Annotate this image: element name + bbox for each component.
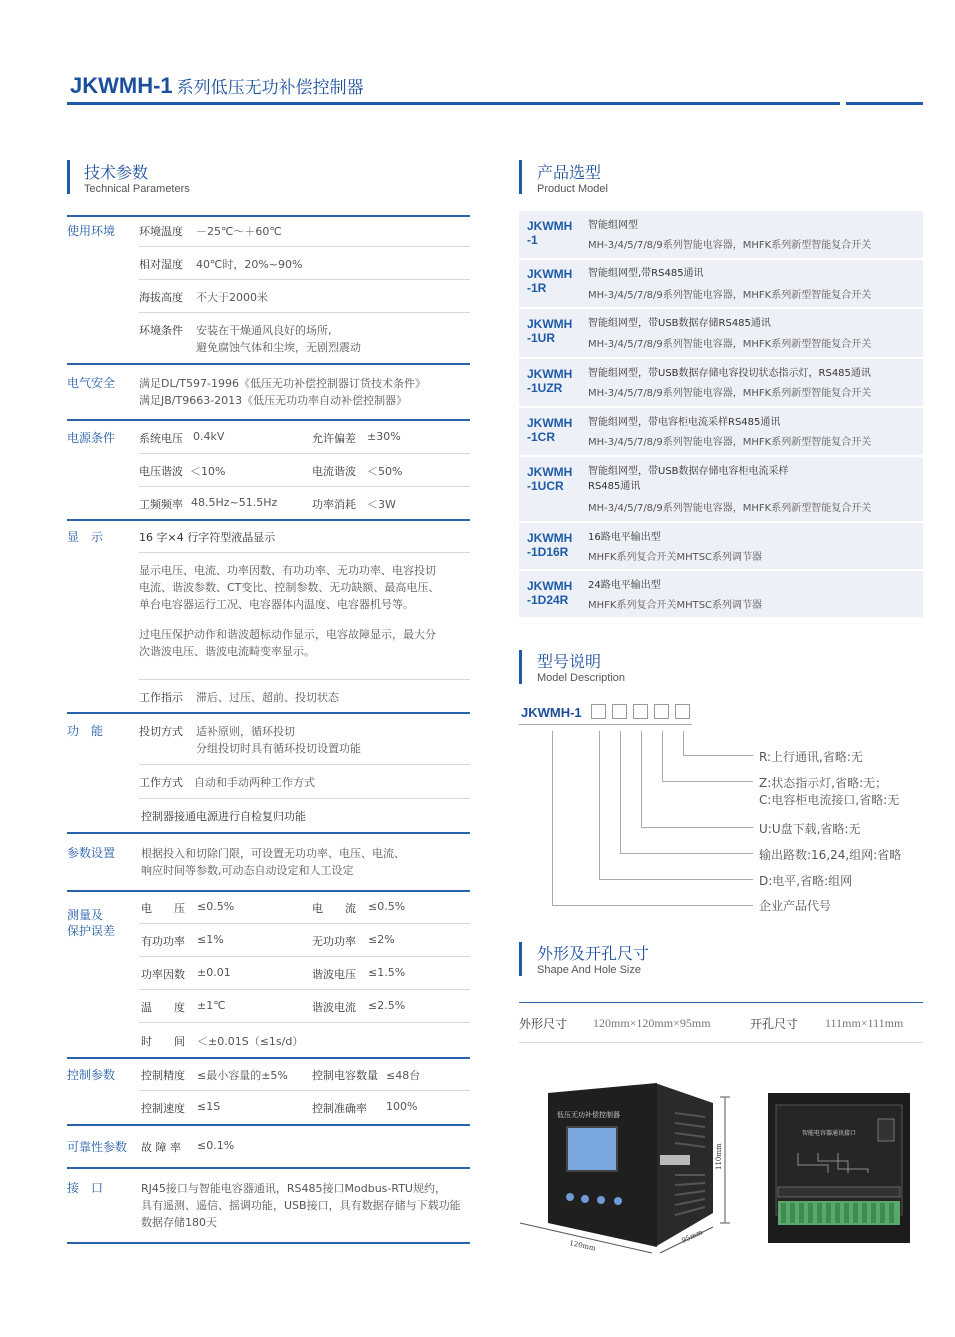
leader-line (662, 781, 753, 782)
env-altitude-label: 海拔高度 (139, 291, 183, 304)
power-vharm-label: 电压谐波 (139, 465, 183, 478)
power-iharm-label: 电流谐波 (312, 465, 356, 478)
product-desc-cont: RS485通讯 (588, 481, 641, 492)
divider (139, 486, 470, 487)
err-reactive-value: ≤2% (368, 933, 395, 946)
leader-line (662, 731, 663, 781)
dimension-label-width: 120mm (568, 1239, 597, 1253)
product-row (519, 260, 923, 307)
product-desc: 智能组网型，带USB数据存储RS485通讯 (588, 318, 771, 329)
env-humidity-label: 相对湿度 (139, 258, 183, 271)
env-temp-label: 环境温度 (139, 225, 183, 238)
ctrl-precision-label: 控制精度 (141, 1069, 185, 1082)
product-desc: 智能组网型，带USB数据存储电容投切状态指示灯，RS485通讯 (588, 368, 871, 379)
product-code: JKWMH -1D16R (527, 531, 573, 559)
power-freq-label: 工频频率 (139, 498, 183, 511)
divider (139, 312, 470, 313)
product-compat: MH-3/4/5/7/8/9系列智能电容器，MHFK系列新型智能复合开关 (588, 503, 872, 514)
ctrl-accuracy-label: 控制准确率 (312, 1102, 367, 1115)
err-active-label: 有功功率 (141, 935, 185, 948)
ctrl-accuracy-value: 100% (386, 1100, 418, 1113)
divider (139, 764, 470, 765)
product-section-subtitle: Product Model (537, 183, 608, 195)
header-rule-short (846, 102, 923, 105)
divider (139, 246, 470, 247)
tech-section-subtitle: Technical Parameters (84, 183, 190, 195)
power-voltage-label: 系统电压 (139, 432, 183, 445)
self-check-text: 控制器接通电源进行自检复归功能 (141, 810, 306, 823)
dimension-rule-thin (519, 1042, 923, 1043)
leader-line (683, 755, 753, 756)
err-time-label: 时 间 (141, 1035, 185, 1048)
divider (139, 453, 470, 454)
switch-mode-label: 投切方式 (139, 725, 183, 738)
interface-line-2: 具有遥测、遥信、摇调功能，USB接口，具有数据存储与下载功能 (141, 1199, 461, 1212)
outer-size-value: 120mm×120mm×95mm (593, 1016, 711, 1030)
product-section-title: 产品选型 (537, 163, 602, 182)
err-pf-label: 功率因数 (141, 968, 185, 981)
product-compat: MHFK系列复合开关MHTSC系列调节器 (588, 600, 763, 611)
env-condition-value2: 避免腐蚀气体和尘埃，无剧烈震动 (196, 341, 361, 354)
dimension-section-subtitle: Shape And Hole Size (537, 964, 641, 976)
err-current-value: ≤0.5% (368, 900, 406, 913)
interface-line-1: RJ45接口与智能电容器通讯，RS485接口Modbus-RTU规约， (141, 1182, 446, 1195)
dimension-label-depth: 95mm (680, 1228, 704, 1245)
model-label-u: U:U盘下载,省略:无 (759, 822, 861, 836)
err-temp-label: 温 度 (141, 1001, 185, 1014)
lcd-screen (567, 1127, 617, 1171)
env-category: 使用环境 (67, 224, 116, 238)
err-current-label: 电 流 (312, 902, 356, 915)
control-category: 控制参数 (67, 1068, 116, 1082)
err-iharm-value: ≤2.5% (368, 999, 406, 1012)
panel-button-2 (581, 1195, 589, 1203)
err-time-value: ＜±0.01S（≤1s/d） (197, 1035, 304, 1048)
panel-button-3 (597, 1196, 605, 1204)
product-row (519, 571, 923, 617)
env-condition-value: 安装在干燥通风良好的场所, (196, 324, 332, 337)
model-slot-2 (612, 704, 627, 719)
reliability-category: 可靠性参数 (67, 1140, 128, 1154)
model-label-d: D:电平,省略:组网 (759, 874, 853, 888)
indicator-label: 工作指示 (139, 691, 183, 704)
err-temp-value: ±1℃ (197, 999, 226, 1012)
model-label-c: C:电容柜电流接口,省略:无 (759, 793, 900, 807)
product-row (519, 523, 923, 569)
leader-line (620, 853, 753, 854)
product-row (519, 211, 923, 258)
back-caption: 智能电容器通讯接口 (802, 1130, 857, 1137)
mounting-clip (660, 1155, 690, 1165)
model-section-subtitle: Model Description (537, 672, 626, 684)
err-vharm-label: 谐波电压 (312, 968, 356, 981)
power-voltage-value: 0.4kV (193, 430, 225, 443)
work-mode-label: 工作方式 (139, 776, 183, 789)
product-code: JKWMH -1 (527, 219, 573, 247)
divider (139, 1022, 470, 1023)
product-desc: 16路电平输出型 (588, 532, 661, 543)
product-row (519, 309, 923, 357)
power-category: 电源条件 (67, 431, 116, 445)
panel-button-4 (614, 1197, 622, 1205)
err-voltage-value: ≤0.5% (197, 900, 235, 913)
err-vharm-value: ≤1.5% (368, 966, 406, 979)
page-title (70, 73, 364, 99)
table-rule (67, 890, 470, 892)
product-code: JKWMH -1UZR (527, 367, 573, 395)
controller-front-illustration (515, 1075, 735, 1260)
table-rule (67, 419, 470, 421)
product-compat: MH-3/4/5/7/8/9系列智能电容器，MHFK系列新型智能复合开关 (588, 388, 872, 399)
product-compat: MHFK系列复合开关MHTSC系列调节器 (588, 552, 763, 563)
table-rule (67, 215, 470, 217)
model-slot-4 (654, 704, 669, 719)
power-consumption-label: 功率消耗 (312, 498, 356, 511)
failure-rate-value: ≤0.1% (197, 1139, 235, 1152)
product-code: JKWMH -1UCR (527, 465, 573, 493)
display-para-4: 过电压保护动作和谐波超标动作显示，电容故障显示，最大分 (139, 628, 436, 641)
table-rule (67, 1124, 470, 1126)
controller-back-illustration (768, 1093, 913, 1248)
divider (139, 923, 470, 924)
product-desc: 智能组网型，带电容柜电流采样RS485通讯 (588, 417, 781, 428)
error-category-2: 保护误差 (67, 924, 116, 938)
safety-line-2: 满足JB/T9663-2013《低压无功功率自动补偿控制器》 (139, 394, 408, 407)
ctrl-precision-value: ≤最小容量的±5% (197, 1069, 288, 1082)
header-rule (67, 102, 840, 105)
model-code: JKWMH-1 (521, 705, 582, 720)
ctrl-count-label: 控制电容数量 (312, 1069, 378, 1082)
err-pf-value: ±0.01 (197, 966, 231, 979)
divider (139, 989, 470, 990)
product-desc: 智能组网型,带RS485通讯 (588, 268, 704, 279)
safety-line-1: 满足DL/T597-1996《低压无功补偿控制器订货技术条件》 (139, 377, 426, 390)
rj45-port (878, 1119, 894, 1141)
table-rule (67, 1242, 470, 1244)
power-iharm-value: ＜50% (367, 465, 403, 478)
display-category: 显 示 (67, 530, 104, 544)
divider (139, 279, 470, 280)
leader-line (599, 731, 600, 879)
err-active-value: ≤1% (197, 933, 224, 946)
switch-mode-value2: 分组投切时具有循环投切设置功能 (196, 742, 361, 755)
divider (139, 679, 470, 680)
err-reactive-label: 无功功率 (312, 935, 356, 948)
power-consumption-value: ＜3W (367, 498, 396, 511)
leader-line (683, 731, 684, 755)
indicator-value: 滞后、过压、超前、投切状态 (196, 691, 339, 704)
settings-category: 参数设置 (67, 846, 116, 860)
table-rule (67, 363, 470, 365)
dimension-rule (519, 1002, 923, 1003)
failure-rate-label: 故 障 率 (141, 1141, 181, 1154)
product-row (519, 408, 923, 455)
power-deviation-value: ±30% (367, 430, 401, 443)
safety-category: 电气安全 (67, 376, 116, 390)
display-para-1: 显示电压、电流、功率因数、有功功率、无功功率、电容投切 (139, 564, 436, 577)
table-rule (67, 1167, 470, 1169)
section-bar (519, 942, 522, 976)
product-code: JKWMH -1R (527, 267, 573, 295)
ctrl-speed-value: ≤1S (197, 1100, 221, 1113)
table-rule (67, 832, 470, 834)
model-slot-3 (633, 704, 648, 719)
panel-button-1 (566, 1193, 574, 1201)
model-label-r: R:上行通讯,省略:无 (759, 750, 863, 764)
ctrl-speed-label: 控制速度 (141, 1102, 185, 1115)
leader-line (641, 827, 753, 828)
dimension-label-height: 110mm (715, 1143, 723, 1170)
product-row (519, 457, 923, 521)
hole-size-value: 111mm×111mm (825, 1016, 904, 1030)
product-compat: MH-3/4/5/7/8/9系列智能电容器，MHFK系列新型智能复合开关 (588, 339, 872, 350)
display-lcd: 16 字×4 行字符型液晶显示 (139, 531, 276, 544)
section-bar (519, 160, 522, 194)
work-mode-value: 自动和手动两种工作方式 (194, 776, 315, 789)
section-bar (519, 650, 522, 684)
switch-mode-value: 适补原则，循环投切 (196, 725, 295, 738)
product-desc: 24路电平输出型 (588, 580, 661, 591)
leader-line (599, 879, 753, 880)
leader-line (620, 731, 621, 853)
dimension-section-title: 外形及开孔尺寸 (537, 944, 650, 963)
divider (139, 552, 470, 553)
err-iharm-label: 谐波电流 (312, 1001, 356, 1014)
tech-section-title: 技术参数 (84, 163, 149, 182)
model-slot-5 (675, 704, 690, 719)
model-label-code: 企业产品代号 (759, 899, 832, 913)
model-slot-1 (591, 704, 606, 719)
table-rule (67, 1057, 470, 1059)
product-desc: 智能组网型 (588, 220, 638, 231)
settings-line-1: 根据投入和切除门限，可设置无功功率、电压、电流、 (141, 847, 405, 860)
interface-category: 接 口 (67, 1181, 104, 1195)
divider (139, 798, 470, 799)
model-section-title: 型号说明 (537, 652, 602, 671)
divider (139, 1090, 470, 1091)
env-humidity-value: 40℃时，20%~90% (196, 258, 303, 271)
settings-line-2: 响应时间等参数,可动态自动设定和人工设定 (141, 864, 354, 877)
env-altitude-value: 不大于2000米 (196, 291, 268, 304)
power-freq-value: 48.5Hz~51.5Hz (191, 496, 278, 509)
product-compat: MH-3/4/5/7/8/9系列智能电容器，MHFK系列新型智能复合开关 (588, 290, 872, 301)
device-caption: 低压无功补偿控制器 (557, 1111, 620, 1119)
divider (139, 956, 470, 957)
table-rule (67, 519, 470, 521)
terminal-label-strip (778, 1187, 900, 1197)
product-compat: MH-3/4/5/7/8/9系列智能电容器，MHFK系列新型智能复合开关 (588, 240, 872, 251)
page-title-subtitle: 系列低压无功补偿控制器 (176, 78, 364, 98)
outer-size-label: 外形尺寸 (519, 1017, 568, 1031)
env-temp-value: －25℃～＋60℃ (196, 225, 282, 238)
product-code: JKWMH -1D24R (527, 579, 573, 607)
product-code: JKWMH -1CR (527, 416, 573, 444)
model-label-z: Z:状态指示灯,省略:无； (759, 776, 888, 790)
ctrl-count-value: ≤48台 (386, 1069, 421, 1082)
product-code: JKWMH -1UR (527, 317, 573, 345)
leader-line (552, 905, 753, 906)
power-vharm-value: ＜10% (190, 465, 226, 478)
leader-line (552, 731, 553, 905)
page-title-model: JKWMH-1 (70, 73, 173, 98)
product-compat: MH-3/4/5/7/8/9系列智能电容器，MHFK系列新型智能复合开关 (588, 437, 872, 448)
function-category: 功 能 (67, 724, 104, 738)
model-underline (519, 724, 692, 725)
err-voltage-label: 电 压 (141, 902, 185, 915)
env-condition-label: 环境条件 (139, 324, 183, 337)
product-desc: 智能组网型，带USB数据存储电容柜电流采样 (588, 466, 789, 477)
section-bar (67, 160, 70, 194)
table-rule (67, 712, 470, 714)
display-para-2: 电流、谐波参数、CT变比、控制参数、无功缺额、最高电压、 (139, 581, 440, 594)
hole-size-label: 开孔尺寸 (750, 1017, 799, 1031)
power-deviation-label: 允许偏差 (312, 432, 356, 445)
interface-line-3: 数据存储180天 (141, 1216, 217, 1229)
error-category-1: 测量及 (67, 908, 104, 922)
product-row (519, 359, 923, 406)
leader-line (641, 731, 642, 827)
model-label-outputs: 输出路数:16,24,组网:省略 (759, 848, 902, 862)
display-para-3: 单台电容器运行工况、电容器体内温度、电容器机号等。 (139, 598, 414, 611)
display-para-5: 次谐波电压、谐波电流畸变率显示。 (139, 645, 315, 658)
